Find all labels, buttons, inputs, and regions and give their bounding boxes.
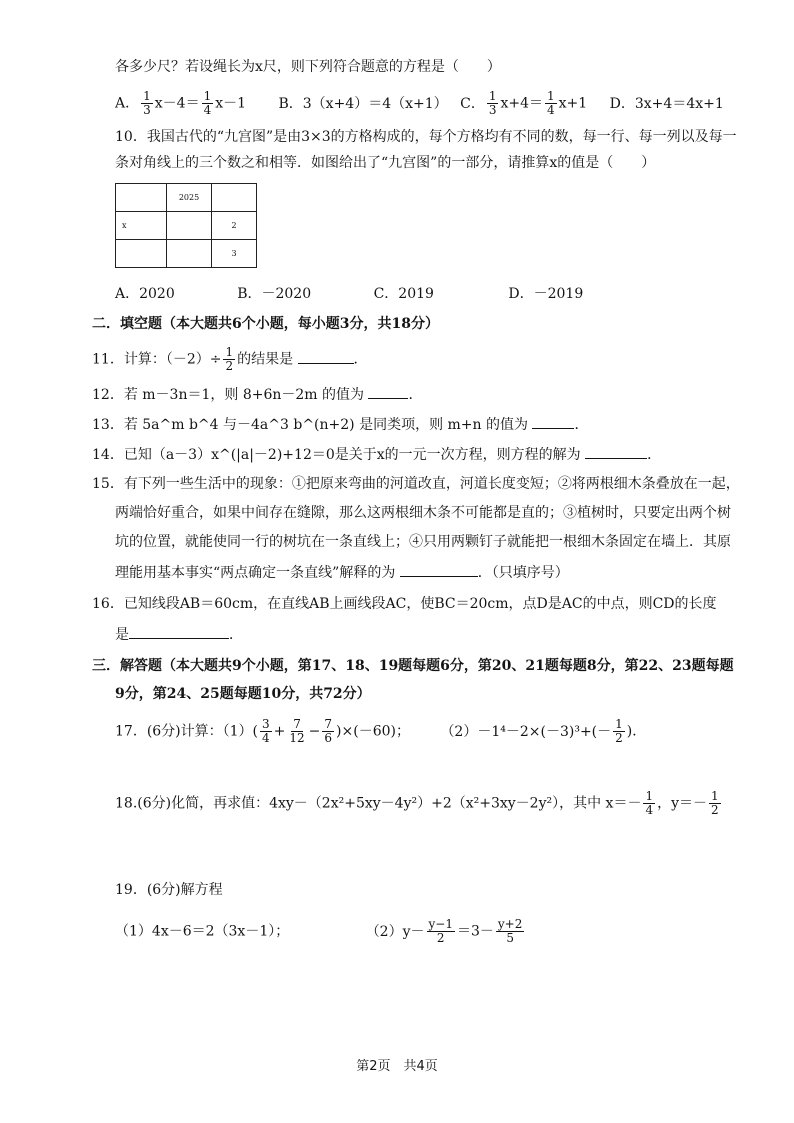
q17: 17．(6分)计算：（1）( $\frac{3}{4}$ + $\frac{7}{12}$ − $\frac{7}{6}$ )×(－60)； （2）－1⁴－2×(－3)³+(－ $\frac{1}{2}$ )． [115,717,647,745]
q19-part2-mid: ＝3－ [456,923,494,940]
answer-blank [585,444,647,459]
q11-post: 的结果是 [237,351,294,368]
grid-cell [212,184,257,212]
q9-option-c-label: C． [460,95,485,112]
q14: 14．已知（a－3）x^(|a|－2)+12＝0是关于x的一元一次方程，则方程的解为 ． [92,444,661,465]
q9-option-c-mid: x+4＝ [500,95,544,112]
grid-cell: 2 [212,212,257,240]
section-2-heading: 二．填空题（本大题共6个小题，每小题3分，共18分） [92,316,439,332]
answer-blank [298,349,354,364]
q11-pre: 11．计算：（－2）÷ [92,351,222,368]
q12: 12．若 m－3n＝1，则 8+6n－2m 的值为 ． [92,384,422,405]
q9-option-a-mid: x－4＝ [154,95,200,112]
q17-label: 17．(6分)计算：（1）( [115,723,259,740]
q10-option-b: B．－2020 [237,286,312,302]
q11: 11．计算：（－2）÷ $\frac{1}{2}$ 的结果是 ． [92,345,368,373]
section-3-heading-line2: 9分，第24、25题每题10分，共72分） [115,686,371,702]
grid-cell: 2025 [167,184,212,212]
q13-text: 13．若 5a^m b^4 与－4a^3 b^(n+2) 是同类项，则 m+n 的值为 [92,417,529,433]
q15-line2: 两端恰好重合，如果中间存在缝隙，那么这两根细木条不可能都是直的；③植树时，只要定出两个树 [115,505,731,521]
q15-line4-post: ．（只填序号） [477,565,569,581]
page-footer: 第2页 共4页 [356,1059,438,1074]
q10-option-a: A．2020 [115,286,175,302]
grid-cell [167,212,212,240]
q16-line2-text: 是 [115,627,129,643]
q17-part2: （2）－1⁴－2×(－3)³+(－ [440,723,612,740]
q15-line1: 15．有下列一些生活中的现象：①把原来弯曲的河道改直，河道长度变短；②将两根细木条叠放在一起， [92,476,740,492]
q10-line2: 条对角线上的三个数之和相等．如图给出了“九宫图”的一部分，请推算x的值是（ ） [115,155,656,171]
q10-line1: 10．我国古代的“九宫图”是由3×3的方格构成的，每个方格均有不同的数，每一行、每一列以及每一 [115,129,737,145]
q9-options: A． $\frac{1}{3}$ x－4＝ $\frac{1}{4}$ x－1 B．3（x+4）＝4（x+1） C． $\frac{1}{3}$ x+4＝ $\frac{1}{4}$ x+1 D．3x+4＝4x+1 [115,89,724,117]
q9-option-a-end: x－1 [215,95,247,112]
q18: 18.(6分)化简，再求值：4xy－（2x²+5xy－4y²）+2（x²+3xy－2y²），其中 x＝－ $\frac{1}{4}$ ，y＝－ $\frac{1}{2}$ [115,789,719,817]
q19-part2-pre: （2）y－ [365,923,425,940]
q18-text: 18.(6分)化简，再求值：4xy－（2x²+5xy－4y²）+2（x²+3xy－2y²），其中 x＝－ [115,795,642,812]
q10-option-c: C．2019 [373,286,434,302]
q19-title: 19．(6分)解方程 [115,882,223,898]
answer-blank [400,562,478,577]
nine-grid-table [115,183,257,268]
q15-line4 [115,562,569,583]
q9-stem-tail: 各多少尺？若设绳长为x尺，则下列符合题意的方程是（ ） [115,59,501,75]
q9-option-c-end: x+1 [558,95,588,112]
grid-cell [116,184,167,212]
answer-blank [368,384,408,399]
grid-cell: x [116,212,167,240]
q18-mid: ，y＝－ [657,795,708,812]
q13: 13．若 5a^m b^4 与－4a^3 b^(n+2) 是同类项，则 m+n 的值为 ． [92,414,588,435]
q10-option-d: D．－2019 [508,286,584,302]
q19-part1: （1）4x－6＝2（3x－1）； [115,923,290,940]
q15-line4-pre: 理能用基本事实“两点确定一条直线”解释的为 [115,565,396,581]
q15-line3: 坑的位置，就能使同一行的树坑在一条直线上；④只用两颗钉子就能把一根细木条固定在墙上．其原 [115,534,731,550]
q16-line2: 是 ． [115,624,243,645]
q17-part1-tail: )×(－60)； [336,723,410,740]
q10-options [115,284,583,304]
q19-parts: （1）4x－6＝2（3x－1）； （2）y－ $\frac{y-1}{2}$ ＝3－ $\frac{y+2}{5}$ [115,917,523,945]
q14-text: 14．已知（a－3）x^(|a|－2)+12＝0是关于x的一元一次方程，则方程的解为 [92,447,581,463]
q16-line1: 16．已知线段AB＝60cm，在直线AB上画线段AC，使BC＝20cm，点D是AC的中点，则CD的长度 [92,596,717,612]
answer-blank [129,624,229,639]
q12-text: 12．若 m－3n＝1，则 8+6n－2m 的值为 [92,387,365,403]
grid-cell [167,240,212,268]
grid-cell [116,240,167,268]
q17-part2-tail: )． [626,723,647,740]
q9-option-a-label: A． [115,95,140,112]
answer-blank [532,414,574,429]
q9-option-b: B．3（x+4）＝4（x+1） [278,95,448,112]
grid-cell: 3 [212,240,257,268]
section-3-heading-line1: 三．解答题（本大题共9个小题，第17、18、19题每题6分，第20、21题每题8分，第22、23题每题 [92,658,734,674]
q9-option-d: D．3x+4＝4x+1 [609,95,724,112]
